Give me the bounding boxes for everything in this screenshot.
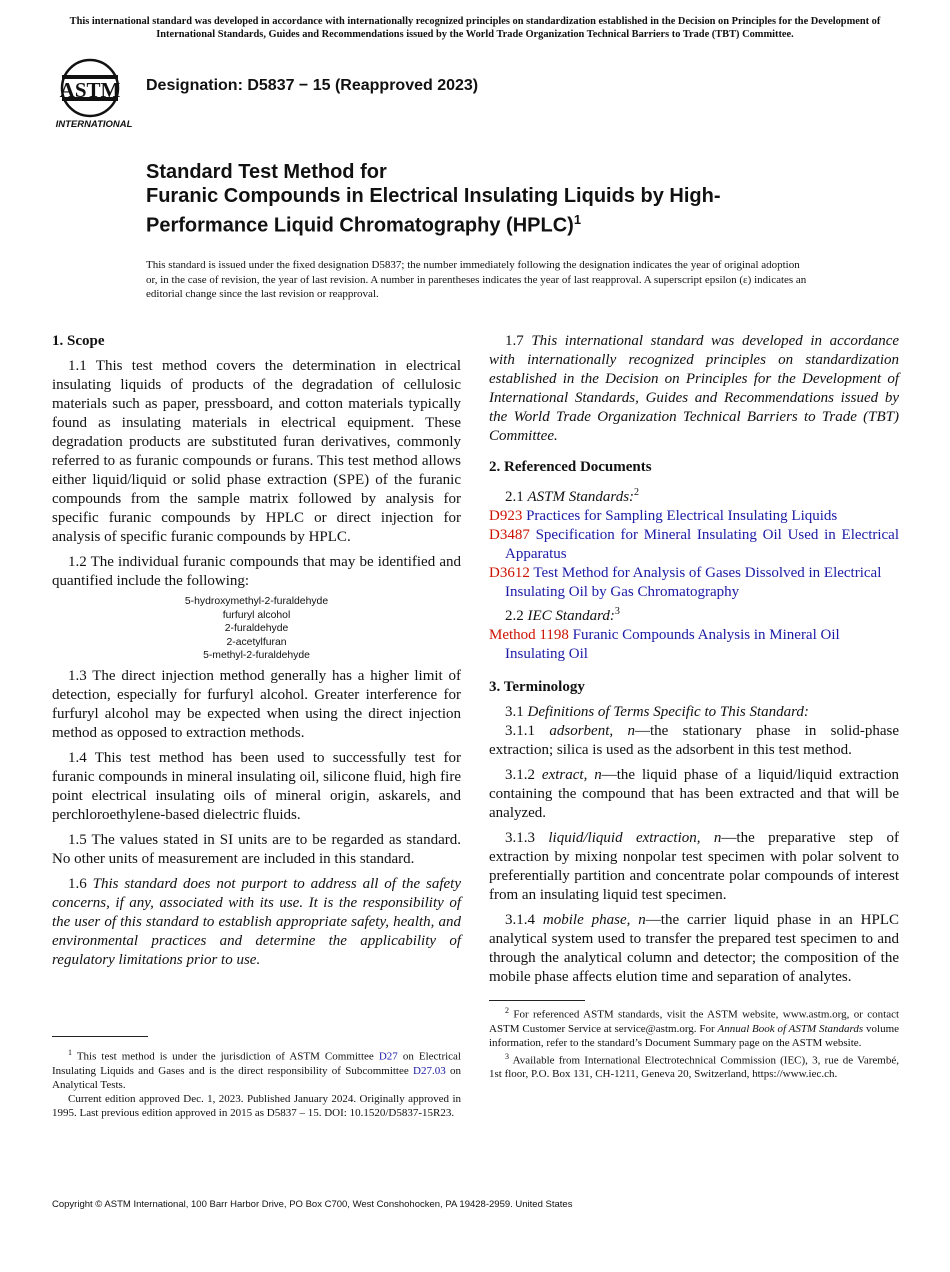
title-line-3 <box>146 208 846 238</box>
para-1-7-text: This international standard was developed in accordance with internationally recognized principles on standardization established in the Decision on Principles for the Development of International Standards, Guides and Recommendations issued by the World Trade Organization Technical Barriers to Trade (TBT) Committee. <box>489 333 900 444</box>
ref-code[interactable]: Method 1198 <box>489 627 569 643</box>
para-1-6 <box>52 875 461 970</box>
ref-item-d3487[interactable] <box>489 526 899 564</box>
ref-item-d3612[interactable] <box>489 564 899 602</box>
footnote-3-text: Available from International Electrotechnical Commission (IEC), 3, rue de Varembé, 1st floor, P.O. Box 131, CH-1211, Geneva 20, Switzerland, https://www.iec.ch. <box>489 1054 899 1081</box>
furan-item: 2-acetylfuran <box>226 636 287 648</box>
refs-heading: 2. Referenced Documents <box>489 459 652 475</box>
def-3-1-1 <box>489 722 899 760</box>
edition-note: Current edition approved Dec. 1, 2023. Published January 2024. Originally approved in 1995. Last previous edition approved in 2015 as D5837 – 15. DOI: 10.1520/D5837-15R23. <box>52 1092 461 1119</box>
def-number: 3.1.3 <box>505 830 535 846</box>
footnote-2-italic: Annual Book of ASTM Standards <box>717 1022 864 1035</box>
footnote-rule-left <box>52 1036 148 1037</box>
issued-note: This standard is issued under the fixed designation D5837; the number immediately following the designation indicates the year of original adoption or, in the case of revision, the year of last revision. A number in parentheses indicates the year of last reapproval. A superscript epsilon (ε) indicates an editorial change since the last revision or reapproval. <box>146 259 807 300</box>
para-1-5: 1.5 The values stated in SI units are to be regarded as standard. No other units of measurement are included in this standard. <box>52 831 461 867</box>
logo-sub-text: INTERNATIONAL <box>55 119 133 130</box>
committee-link-d27[interactable]: D27 <box>378 1050 398 1063</box>
footnote-2 <box>489 1004 899 1050</box>
footnotes-left <box>52 1046 461 1120</box>
footnote-3-mark: 3 <box>505 1051 509 1061</box>
ref-title[interactable]: Test Method for Analysis of Gases Dissolved in Electrical Insulating Oil by Gas Chromatography <box>505 565 882 600</box>
left-column <box>52 332 461 970</box>
footnote-1-text-c: on Analytical Tests. <box>52 1064 462 1091</box>
ref-title[interactable]: Furanic Compounds Analysis in Mineral Oil Insulating Oil <box>505 627 840 662</box>
designation: Designation: D5837 − 15 (Reapproved 2023) <box>146 77 479 94</box>
ref-code[interactable]: D3612 <box>489 565 530 581</box>
footnote-1-text-a: This test method is under the jurisdiction of ASTM Committee <box>76 1050 374 1063</box>
def-term: extract, n <box>541 767 602 783</box>
def-term: mobile phase, n <box>542 912 646 928</box>
para-1-6-text: This standard does not purport to address all of the safety concerns, if any, associated with its use. It is the responsibility of the user of this standard to establish appropriate safety, health, and environmental practices and determine the applicability of regulatory limitations prior to use. <box>52 875 462 968</box>
para-1-6-number: 1.6 <box>68 875 87 892</box>
furan-item: 5-hydroxymethyl-2-furaldehyde <box>184 596 329 607</box>
refs-astm-label <box>489 483 899 507</box>
footnote-3 <box>489 1050 899 1082</box>
title-line-1: Standard Test Method for <box>146 161 387 183</box>
astm-logo-mark <box>54 57 134 131</box>
subcommittee-link-d27-03[interactable]: D27.03 <box>413 1064 446 1077</box>
refs-iec-number: 2.2 <box>505 608 524 624</box>
refs-iec-text: IEC Standard: <box>527 608 615 624</box>
copyright: Copyright © ASTM International, 100 Barr Harbor Drive, PO Box C700, West Conshohocken, PA 19428-2959. United States <box>52 1199 573 1210</box>
astm-logo <box>54 57 134 131</box>
refs-iec-label <box>489 602 899 626</box>
ref-item-iec-1198[interactable] <box>489 626 899 664</box>
footnote-1-mark: 1 <box>68 1048 72 1057</box>
furan-item: 5-methyl-2-furaldehyde <box>203 650 310 662</box>
para-1-1: 1.1 This test method covers the determination in electrical insulating liquids of products of the degradation of cellulosic materials such as paper, pressboard, and cotton materials typically found as insulating materials in electrical equipment. These degradation products are substituted furan derivatives, commonly referred to as furanic compounds or furans. This test method allows either liquid/liquid or solid phase extraction (SPE) of the furanic compounds from the sample matrix followed by analysis for specific furanic compounds by HPLC or direct injection for analysis of specific furanic compounds by HPLC. <box>52 358 461 545</box>
document-title <box>146 160 846 238</box>
para-3-1-text: Definitions of Terms Specific to This Standard: <box>527 704 809 720</box>
footnote-2-text-a: For referenced ASTM standards, visit the ASTM website, www.astm.org, or contact ASTM Customer Service at service@astm.org. For <box>489 1008 900 1035</box>
para-1-7-number: 1.7 <box>505 333 524 349</box>
furan-item: 2-furaldehyde <box>224 623 289 635</box>
refs-iec-sup: 3 <box>614 606 620 617</box>
title-line-2: Furanic Compounds in Electrical Insulating Liquids by High- <box>146 185 721 207</box>
def-number: 3.1.2 <box>505 767 535 783</box>
footnotes-right <box>489 1004 899 1081</box>
refs-astm-sup: 2 <box>634 487 640 498</box>
ref-title[interactable]: Practices for Sampling Electrical Insulating Liquids <box>526 508 838 524</box>
def-text: —the liquid phase of a liquid/liquid extraction containing the compound that has been extracted and that will be analyzed. <box>489 767 899 821</box>
def-text: —the preparative step of extraction by mixing nonpolar test specimen with polar solvent to preferentially partition and concentrate polar compounds of interest from an insulating liquid test specimen. <box>489 830 899 903</box>
refs-astm-text: ASTM Standards: <box>527 489 635 505</box>
def-number: 3.1.4 <box>505 912 535 928</box>
footnote-1-text-b: on Electrical Insulating Liquids and Gases and is the direct responsibility of Subcommittee <box>52 1050 461 1077</box>
def-number: 3.1.1 <box>505 723 535 739</box>
def-3-1-3 <box>489 829 899 905</box>
scope-heading: 1. Scope <box>52 333 105 349</box>
furan-item: furfuryl alcohol <box>222 609 291 621</box>
ref-title[interactable]: Specification for Mineral Insulating Oil Used in Electrical Apparatus <box>505 527 900 562</box>
def-3-1-2 <box>489 766 899 823</box>
ref-item-d923[interactable] <box>489 507 899 526</box>
top-note: This international standard was developed in accordance with internationally recognized principles on standardization established in the Decision on Principles for the Development of International Standards, Guides and Recommendations issued by the World Trade Organization Technical Barriers to Trade (TBT) Committee. <box>69 16 881 40</box>
para-3-1-number: 3.1 <box>505 704 524 720</box>
ref-code[interactable]: D923 <box>489 508 523 524</box>
para-3-1 <box>489 703 899 722</box>
def-term: adsorbent, n <box>549 723 635 739</box>
footnote-2-text-b: volume information, refer to the standard’s Document Summary page on the ASTM website. <box>489 1022 900 1049</box>
title-footnote-mark: 1 <box>573 212 582 227</box>
footnote-2-mark: 2 <box>505 1006 509 1015</box>
title-line-3-text: Performance Liquid Chromatography (HPLC) <box>146 214 574 237</box>
right-column <box>489 332 899 987</box>
para-1-7 <box>489 332 899 446</box>
para-1-4: 1.4 This test method has been used to successfully test for furanic compounds in mineral insulating oil, silicone fluid, high fire point electrical insulating oils of mineral origin, askarels, and perchloroethylene-based dielectric fluids. <box>52 749 461 823</box>
def-3-1-4 <box>489 911 899 987</box>
furan-list <box>52 595 461 663</box>
para-1-3: 1.3 The direct injection method generally has a higher limit of detection, especially for furfuryl alcohol. Greater interference for furfuryl alcohol may be expected when using the direct injection method as opposed to extraction methods. <box>52 667 461 741</box>
para-1-2: 1.2 The individual furanic compounds that may be identified and quantified include the following: <box>52 554 461 589</box>
def-text: —the carrier liquid phase in an HPLC analytical system used to transfer the prepared test specimen to and through the analytical column and detector; the composition of the mobile phase affects elution time and separation of analytes. <box>489 912 899 985</box>
refs-astm-number: 2.1 <box>505 489 524 505</box>
footnote-rule-right <box>489 1000 585 1001</box>
def-term: liquid/liquid extraction, n <box>548 830 722 846</box>
footnote-1 <box>52 1046 461 1092</box>
ref-code[interactable]: D3487 <box>489 527 530 543</box>
logo-mark-text: ASTM <box>59 78 121 102</box>
def-text: —the stationary phase in solid-phase extraction; silica is used as the adsorbent in this test method. <box>489 723 900 758</box>
terminology-heading: 3. Terminology <box>489 679 585 695</box>
